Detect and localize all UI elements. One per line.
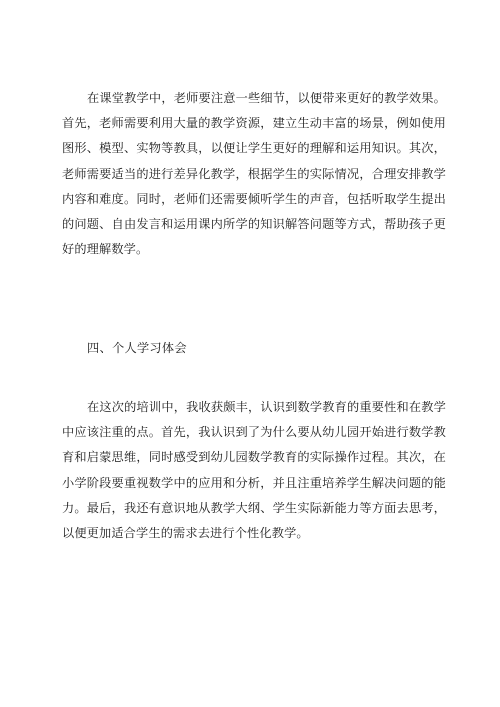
paragraph-teaching-details xyxy=(62,86,446,262)
paragraph-text: 在这次的培训中，我收获颇丰，认识到数学教育的重要性和在教学中应该注重的点。首先，我认识到了为什么要从幼儿园开始进行数学教育和启蒙思维，同时感受到幼儿园数学教育的实际操作过程。其次，在小学阶段要重视数学中的应用和分析，并且注重培养学生解决问题的能力。最后，我还有意识地从教学大纲、学生实际新能力等方面去思考，以便更加适合学生的需求去进行个性化教学。 xyxy=(62,400,446,541)
section-heading: 四、个人学习体会 xyxy=(87,341,187,355)
paragraph-text: 在课堂教学中，老师要注意一些细节，以便带来更好的教学效果。首先，老师需要利用大量的教学资源，建立生动丰富的场景，例如使用图形、模型、实物等教具，以便让学生更好的理解和运用知识。其次，老师需要适当的进行差异化教学，根据学生的实际情况，合理安排教学内容和难度。同时，老师们还需要倾听学生的声音，包括听取学生提出的问题、自由发言和运用课内所学的知识解答问题等方式，帮助孩子更好的理解数学。 xyxy=(62,91,446,257)
paragraph-personal-reflection xyxy=(62,395,446,546)
